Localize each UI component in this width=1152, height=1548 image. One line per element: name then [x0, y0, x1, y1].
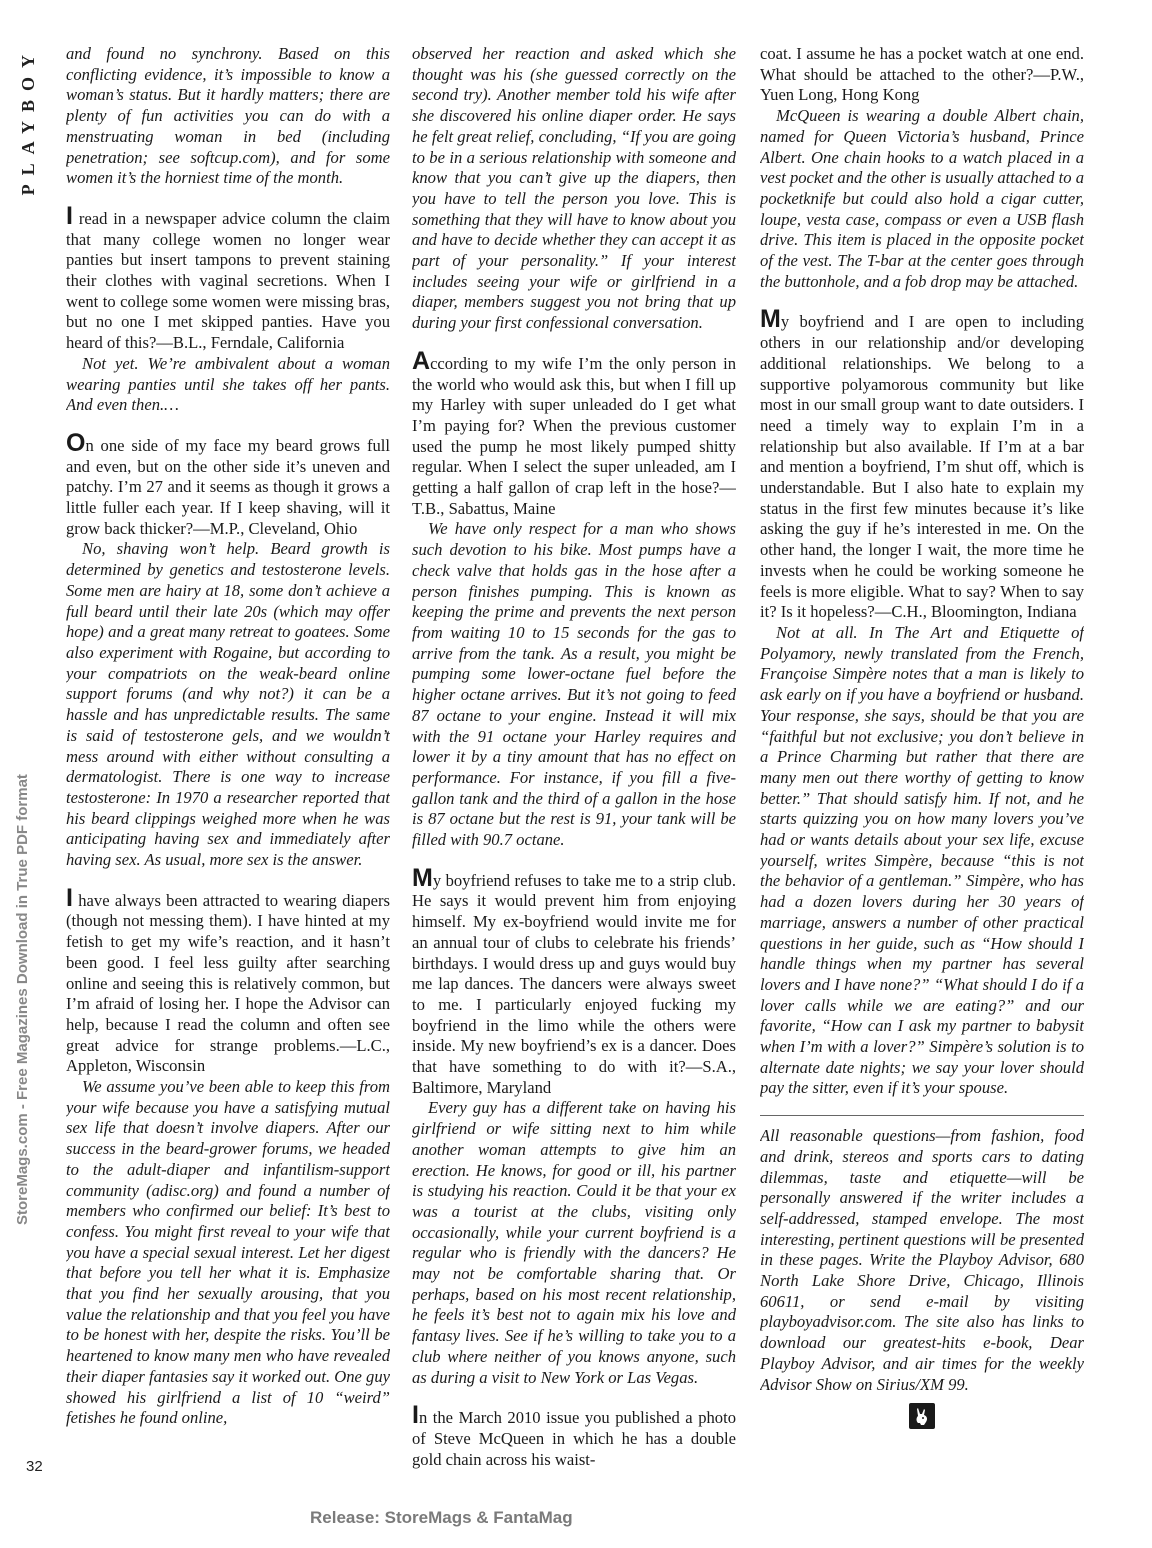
- answer-text: Not yet. We’re ambivalent about a woman wearing panties until she takes off her pants. And even then.…: [66, 353, 390, 415]
- answer-text: We have only respect for a man who shows such devotion to his bike. Most pumps have a check valve that holds gas in the hose after a person finishes pumping. This is known as keeping the prime and prevents the next person from waiting 10 to 15 seconds for the gas to arrive from the tank. As a result, you might be pumping some lower-octane fuel before the higher octane arrives. But it’s not going to feed 87 octane to your engine. Instead it will mix with the 91 octane your Harley requires and lower it by a tiny amount that has no effect on performance. For instance, if you fill a five-gallon tank and the third of a gallon in the hose is 87 octane but the rest is 91, your tank will be filled with 90.7 octane.: [412, 519, 736, 850]
- drop-cap: A: [412, 346, 431, 375]
- question-letter: [412, 346, 736, 520]
- divider: [760, 1115, 1084, 1116]
- question-letter: [760, 305, 1084, 623]
- question-letter: [66, 428, 390, 540]
- question-text: read in a newspaper advice column the claim that many college women no longer wear panties but insert tampons to prevent staining their clothes with vaginal secretions. When I went to college some women were missing bras, but no one I met skipped panties. Have you heard of this?—B.L., Ferndale, California: [66, 208, 390, 353]
- answer-text: We assume you’ve been able to keep this from your wife because you have a satisfying mutual sex life that doesn’t involve diapers. After our success in the beard-grower forums, we headed to the adult-diaper and infantilism-support community (adisc.org) and found a number of members who confirmed our belief: It’s best to confess. You might first reveal to your wife that you have a special sexual interest. Let her digest that before you tell her what it is. Emphasize that you find her sexually arousing, that you value the relationship and that you feel you have to be honest with her, despite the risks. You’ll be heartened to know many men who have revealed their diaper fantasies say it worked out. One guy showed his girlfriend a list of 10 “weird” fetishes he found online,: [66, 1077, 390, 1428]
- drop-cap: M: [412, 863, 433, 892]
- rabbit-head-icon: [909, 1403, 935, 1429]
- question-text: have always been attracted to wearing diapers (though not messing them). I have hinted at my fetish to get my wife’s reaction, and it hasn’t been good. I feel less guilty after searching online and seeing this is relatively common, but I’m afraid of losing her. I hope the Advisor can help, because I read the column and often see great advice for strange problems.—L.C., Appleton, Wisconsin: [66, 890, 390, 1076]
- answer-text: Not at all. In The Art and Etiquette of Polyamory, newly translated from the French, Françoise Simpère notes that a man is likely to ask early on if you have a boyfriend or husband. Your response, she says, should be that you are “faithful but not exclusive; you don’t believe in a Prince Charming but rather that there are many men out there worthy of getting to know better.” That should satisfy him. If not, and he starts quizzing you on how many lovers you’ve had or wants details about your sex life, excuse yourself, writes Simpère, because “this is not the behavior of a gentleman.” Simpère, who has had a dozen lovers during her 30 years of marriage, answers a number of other practical questions in her guide, such as “How should I handle things when my partner has several lovers and I have none?” “What should I do if a lover calls while we are eating?” and our favorite, “How can I ask my partner to babysit when I’m with a lover?” Simpère’s solution is to alternate date nights; we say your lover should pay the sitter, even if it’s your spouse.: [760, 622, 1084, 1098]
- answer-text: Every guy has a different take on having his girlfriend or wife sitting next to him while another woman attempts to give him an erection. He knows, for good or ill, his partner is studying his reaction. Could it be that your ex was a tourist at the clubs, visiting only occasionally, while your current boyfriend is a regular who is friendly with the dancers? He may not be comfortable sharing that. Or perhaps, based on his most recent relationship, he feels it’s best not to again mix his love and fantasy lives. See if he’s willing to take you to a club where neither of you knows anyone, such as during a visit to New York or Las Vegas.: [412, 1098, 736, 1387]
- answer-text: No, shaving won’t help. Beard growth is determined by genetics and testosterone levels. Some men are hairy at 18, some don’t achieve a full beard until their late 20s (which may offer hope) and a great many retreat to goatees. Some also experiment with Rogaine, but according to your compatriots on the weak-beard online support forums (and why not?) it can be a hassle and has unpredictable results. The same is said of testosterone gels, and we wouldn’t mess around with either without consulting a dermatologist. There is one way to increase testosterone: In 1970 a researcher reported that his beard clippings weighed more when he was anticipating having sex and immediately after having sex. As usual, more sex is the answer.: [66, 539, 390, 870]
- drop-cap: I: [66, 201, 73, 230]
- column-2: [412, 44, 736, 1490]
- question-text: y boyfriend refuses to take me to a strip club. He says it would prevent him from enjoying himself. My ex-boyfriend would invite me for an annual tour of clubs to celebrate his friends’ birthdays. I would dress up and guys would buy me lap dances. The dancers were always sweet to me. I particularly enjoyed fucking my boyfriend in the limo while the others were inside. My new boyfriend’s ex is a dancer. Does that have something to do with it?—S.A., Baltimore, Maryland: [412, 870, 736, 1097]
- question-letter: [66, 201, 390, 354]
- question-text: n the March 2010 issue you published a photo of Steve McQueen in which he has a double gold chain across his waist-: [412, 1408, 736, 1469]
- masthead: PLAYBOY: [18, 46, 38, 196]
- question-text: ccording to my wife I’m the only person in the world who would ask this, but when I fill up my Harley with super unleaded do I get what I’m paying for? When the previous customer used the pump he most likely pumped shitty regular. When I select the super unleaded, am I getting a half gallon of crap left in the hose?—T.B., Sabattus, Maine: [412, 353, 736, 518]
- drop-cap: I: [66, 883, 73, 912]
- answer-text: observed her reaction and asked which she thought was his (she guessed correctly on the second try). Another member told his wife after she discovered his online diaper order. He says he felt great relief, concluding, “If you are going to be in a serious relationship with someone and know that you can’t give up the diapers, then you have to tell the person you love. This is something that they will have to know about you and have to decide whether they can accept it as part of your personality.” If your interest includes seeing your wife or girlfriend in a diaper, members suggest you not bring that up during your first confessional conversation.: [412, 44, 736, 333]
- question-text: n one side of my face my beard grows full and even, but on the other side it’s uneven and patchy. I’m 27 and it seems as though it grows a little fuller each year. If I keep shaving, will it grow back thicker?—M.P., Cleveland, Ohio: [66, 435, 390, 538]
- page-number: 32: [26, 1458, 43, 1475]
- question-text: y boyfriend and I are open to including others in our relationship and/or developing additional relationships. We belong to a supportive polyamorous community but like most in our small group want to date outsiders. I need a timely way to explain I’m in a relationship but also available. If I’m at a bar and mention a boyfriend, I’m shut off, which is understandable. But I also hate to explain my status in the first few minutes because it’s like asking the guy if he’s interested in me. On the other hand, the longer I wait, the more time he invests when he could be working someone he feels is more eligible. What to say? When to say it? Is it hopeless?—C.H., Bloomington, Indiana: [760, 312, 1084, 622]
- answer-text: McQueen is wearing a double Albert chain, named for Queen Victoria’s husband, Prince Albert. One chain hooks to a watch placed in a vest pocket and the other is usually attached to a pocketknife but could also hold a cigar cutter, loupe, vesta case, compass or even a USB flash drive. This item is placed in the opposite pocket of the vest. The T-bar at the center goes through the buttonhole, and a fob drop may be attached.: [760, 106, 1084, 291]
- drop-cap: M: [760, 305, 781, 334]
- question-letter: [412, 863, 736, 1099]
- question-letter: [66, 883, 390, 1077]
- drop-cap: I: [412, 1401, 419, 1430]
- release-credit: Release: StoreMags & FantaMag: [310, 1508, 573, 1527]
- drop-cap: O: [66, 428, 86, 457]
- question-text: coat. I assume he has a pocket watch at one end. What should be attached to the other?—P.W., Yuen Long, Hong Kong: [760, 44, 1084, 105]
- column-3: [760, 44, 1084, 1484]
- sidebar-credit: StoreMags.com - Free Magazines Download in True PDF format: [14, 774, 31, 1226]
- question-letter: [412, 1401, 736, 1470]
- closing-note: All reasonable questions—from fashion, food and drink, stereos and sports cars to dating dilemmas, taste and etiquette—will be personally answered if the writer includes a self-addressed, stamped envelope. The most interesting, pertinent questions will be presented in these pages. Write the Playboy Advisor, 680 North Lake Shore Drive, Chicago, Illinois 60611, or send e-mail by visiting playboyadvisor.com. The site also has links to download our greatest-hits e-book, Dear Playboy Advisor, and air times for the weekly Advisor Show on Sirius/XM 99.: [760, 1126, 1084, 1394]
- answer-text: and found no synchrony. Based on this conflicting evidence, it’s impossible to know a woman’s status. But it hardly matters; there are plenty of fun activities you can do with a menstruating woman in bed (including penetration; see softcup.com), and for some women it’s the horniest time of the month.: [66, 44, 390, 188]
- column-1: [66, 44, 390, 1480]
